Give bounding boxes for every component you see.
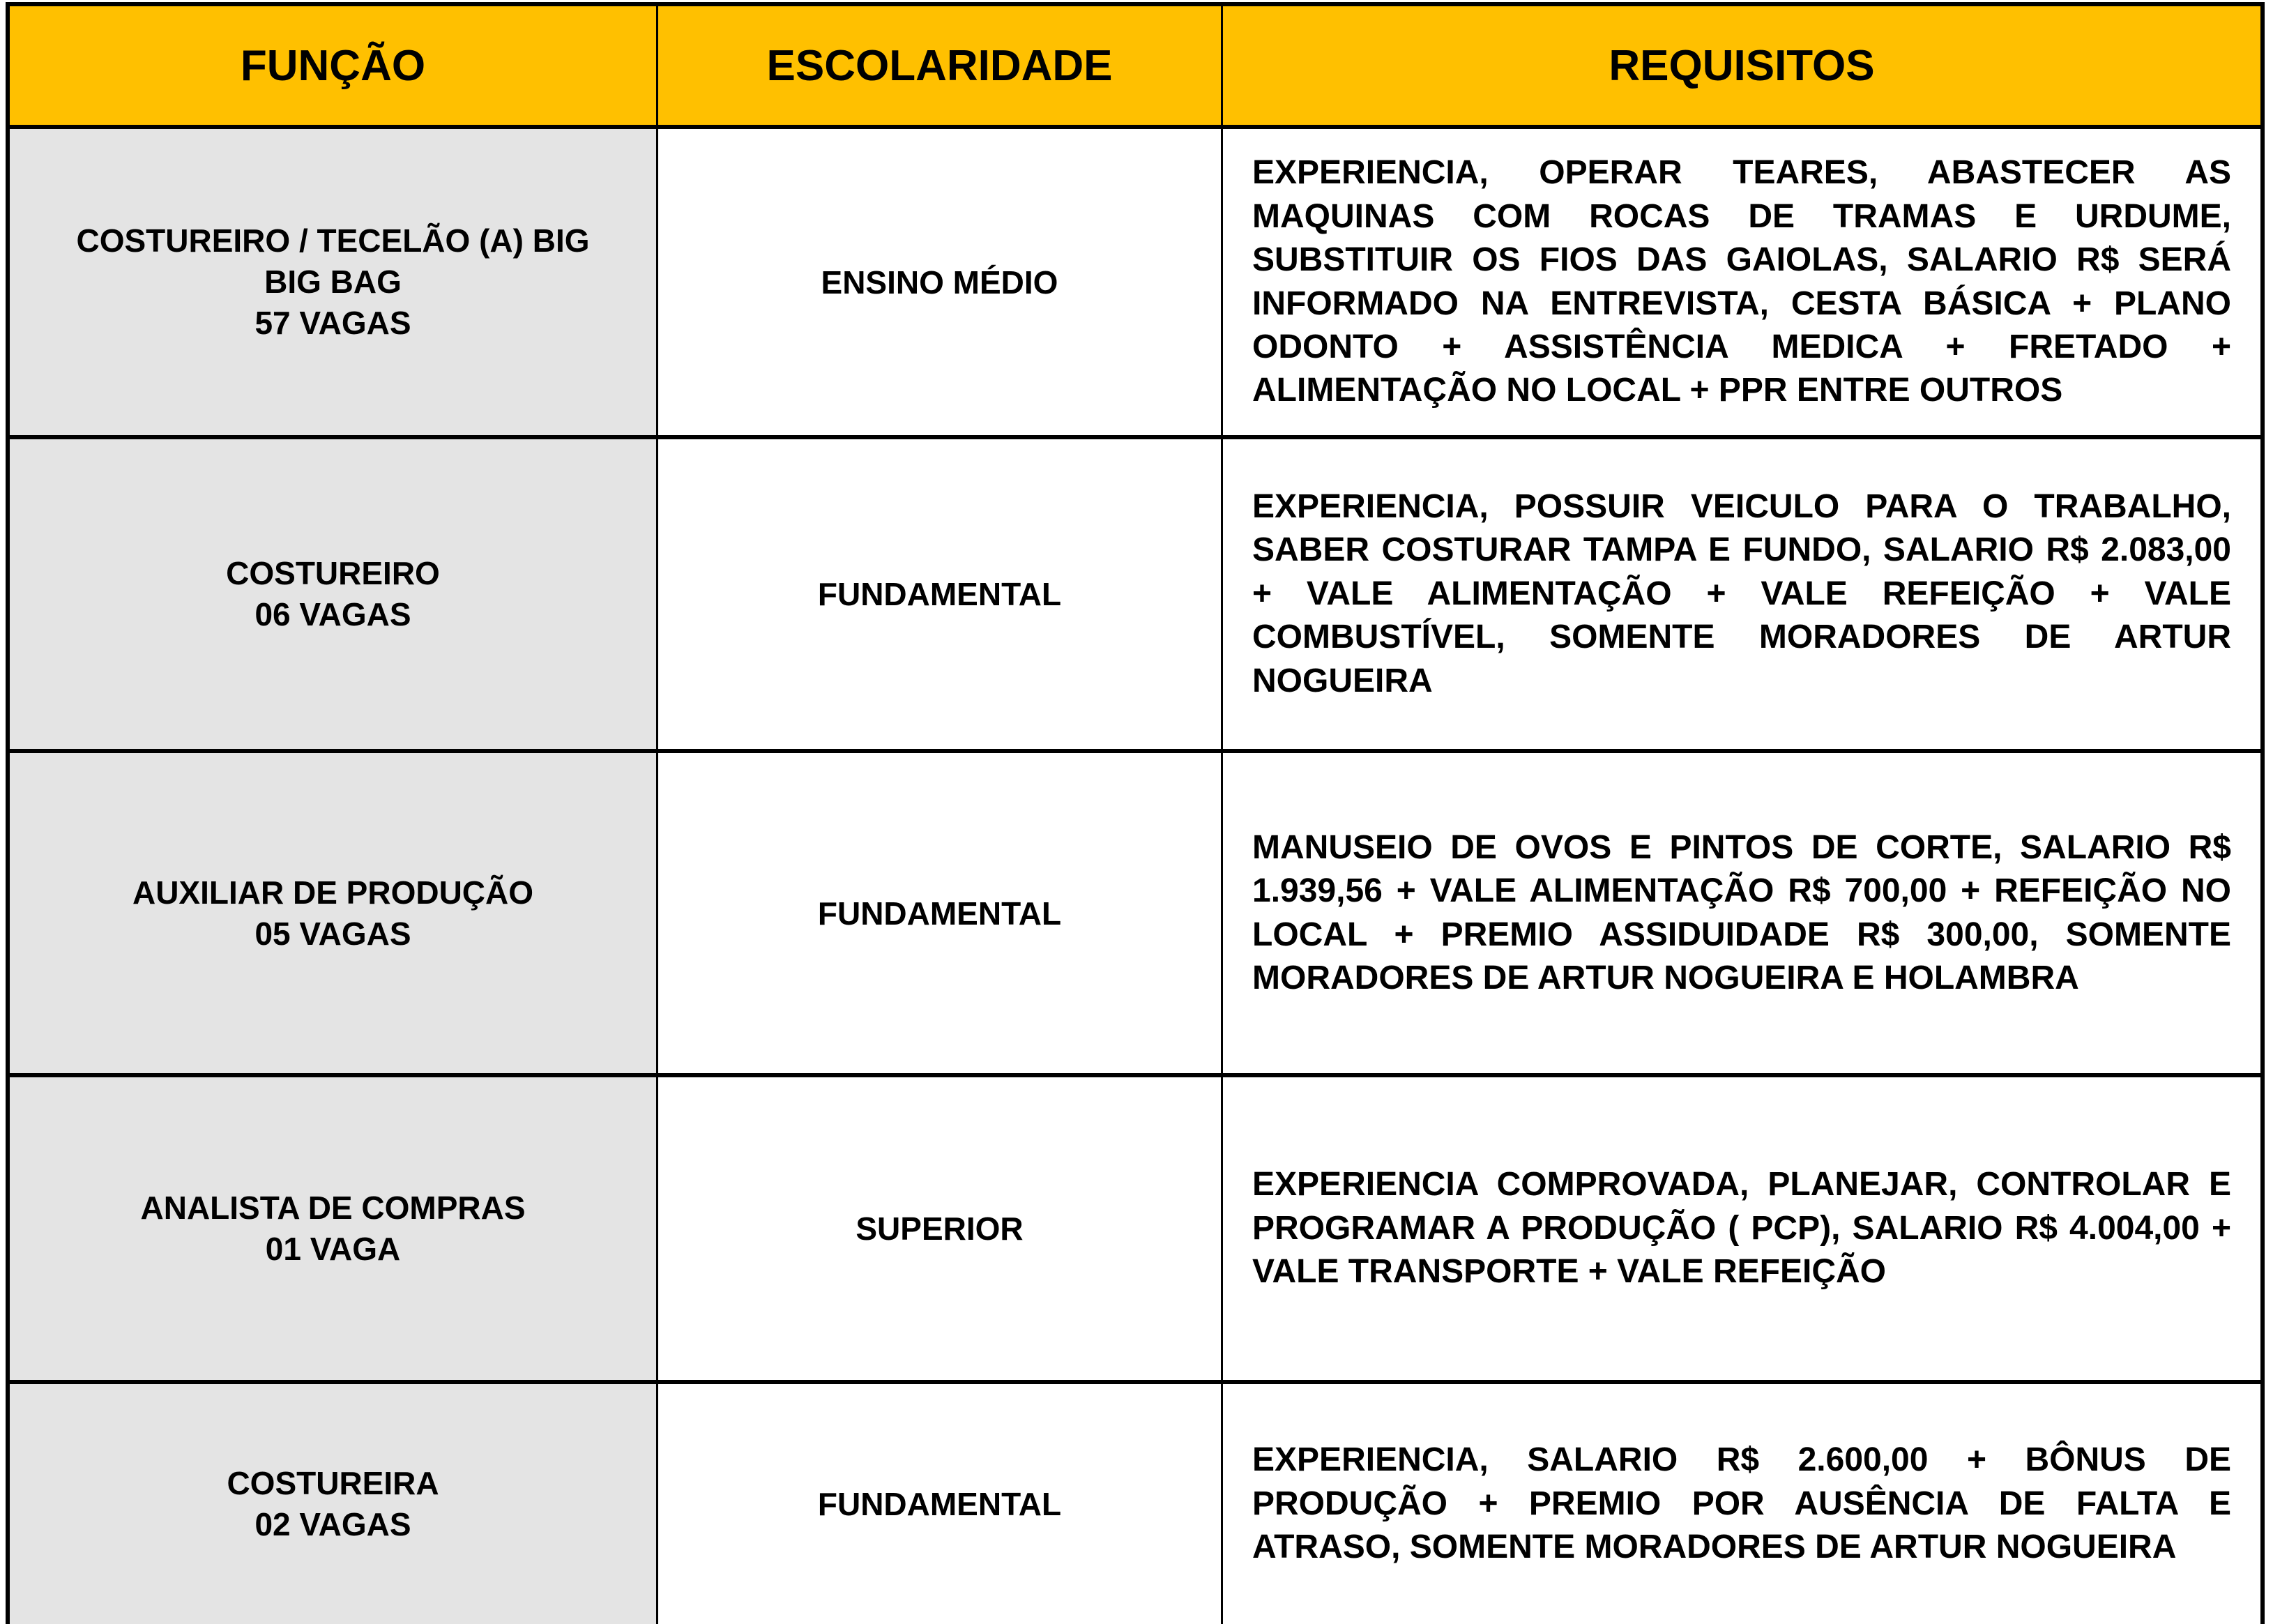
row-5-funcao-name: COSTUREIRA — [227, 1465, 439, 1502]
row-3-funcao-cell — [10, 753, 658, 1077]
row-1-funcao-cell — [10, 129, 658, 439]
row-2-escolaridade-cell — [658, 439, 1223, 753]
row-2-funcao-cell — [10, 439, 658, 753]
jobs-table — [6, 2, 2265, 1624]
row-1-funcao-vagas: 57 VAGAS — [254, 304, 411, 341]
row-4-escolaridade: SUPERIOR — [856, 1211, 1024, 1247]
row-5-funcao-cell — [10, 1384, 658, 1624]
row-2-requisitos-cell — [1223, 439, 2260, 753]
row-5-funcao-vagas: 02 VAGAS — [254, 1506, 411, 1542]
row-3-escolaridade-cell — [658, 753, 1223, 1077]
row-2-funcao-vagas: 06 VAGAS — [254, 596, 411, 632]
row-3-requisitos-cell — [1223, 753, 2260, 1077]
row-4-requisitos: EXPERIENCIA COMPROVADA, PLANEJAR, CONTROLAR E PROGRAMAR A PRODUÇÃO ( PCP), SALARIO R$ 4.004,00 + VALE TRANSPORTE + VALE REFEIÇÃO — [1252, 1166, 2231, 1291]
row-1-escolaridade-cell — [658, 129, 1223, 439]
row-4-funcao-cell — [10, 1077, 658, 1384]
header-label-funcao: FUNÇÃO — [240, 41, 426, 90]
row-3-funcao-vagas: 05 VAGAS — [254, 915, 411, 952]
row-1-escolaridade: ENSINO MÉDIO — [821, 264, 1058, 301]
row-3-funcao-name: AUXILIAR DE PRODUÇÃO — [132, 874, 534, 911]
row-5-escolaridade: FUNDAMENTAL — [817, 1486, 1062, 1522]
header-cell-funcao — [10, 6, 658, 129]
row-4-funcao-name: ANALISTA DE COMPRAS — [140, 1190, 526, 1227]
row-1-requisitos-cell — [1223, 129, 2260, 439]
row-4-funcao-vagas: 01 VAGA — [265, 1231, 401, 1267]
row-5-escolaridade-cell — [658, 1384, 1223, 1624]
header-label-requisitos: REQUISITOS — [1609, 41, 1875, 90]
header-cell-requisitos — [1223, 6, 2260, 129]
row-4-escolaridade-cell — [658, 1077, 1223, 1384]
row-5-requisitos-cell — [1223, 1384, 2260, 1624]
row-4-requisitos-cell — [1223, 1077, 2260, 1384]
row-3-escolaridade: FUNDAMENTAL — [817, 895, 1062, 932]
row-1-requisitos: EXPERIENCIA, OPERAR TEARES, ABASTECER AS MAQUINAS COM ROCAS DE TRAMAS E URDUME, SUBSTITUIR OS FIOS DAS GAIOLAS, SALARIO R$ SERÁ INFORMADO NA ENTREVISTA, CESTA BÁSICA + PLANO ODONTO + ASSISTÊNCIA MEDICA + FRETADO + ALIMENTAÇÃO NO LOCAL + PPR ENTRE OUTROS — [1252, 154, 2231, 409]
row-1-funcao-name: COSTUREIRO / TECELÃO (A) BIG BIG BAG — [76, 222, 590, 301]
header-cell-escolaridade — [658, 6, 1223, 129]
row-2-funcao-name: COSTUREIRO — [226, 555, 440, 592]
row-3-requisitos: MANUSEIO DE OVOS E PINTOS DE CORTE, SALARIO R$ 1.939,56 + VALE ALIMENTAÇÃO R$ 700,00 + REFEIÇÃO NO LOCAL + PREMIO ASSIDUIDADE R$ 300,00, SOMENTE MORADORES DE ARTUR NOGUEIRA E HOLAMBRA — [1252, 828, 2231, 996]
row-5-requisitos: EXPERIENCIA, SALARIO R$ 2.600,00 + BÔNUS DE PRODUÇÃO + PREMIO POR AUSÊNCIA DE FALTA E ATRASO, SOMENTE MORADORES DE ARTUR NOGUEIRA — [1252, 1441, 2231, 1566]
row-2-requisitos: EXPERIENCIA, POSSUIR VEICULO PARA O TRABALHO, SABER COSTURAR TAMPA E FUNDO, SALARIO R$ 2.083,00 + VALE ALIMENTAÇÃO + VALE REFEIÇÃO + VALE COMBUSTÍVEL, SOMENTE MORADORES DE ARTUR NOGUEIRA — [1252, 488, 2231, 699]
row-2-escolaridade: FUNDAMENTAL — [817, 576, 1062, 612]
header-label-escolaridade: ESCOLARIDADE — [766, 41, 1113, 90]
